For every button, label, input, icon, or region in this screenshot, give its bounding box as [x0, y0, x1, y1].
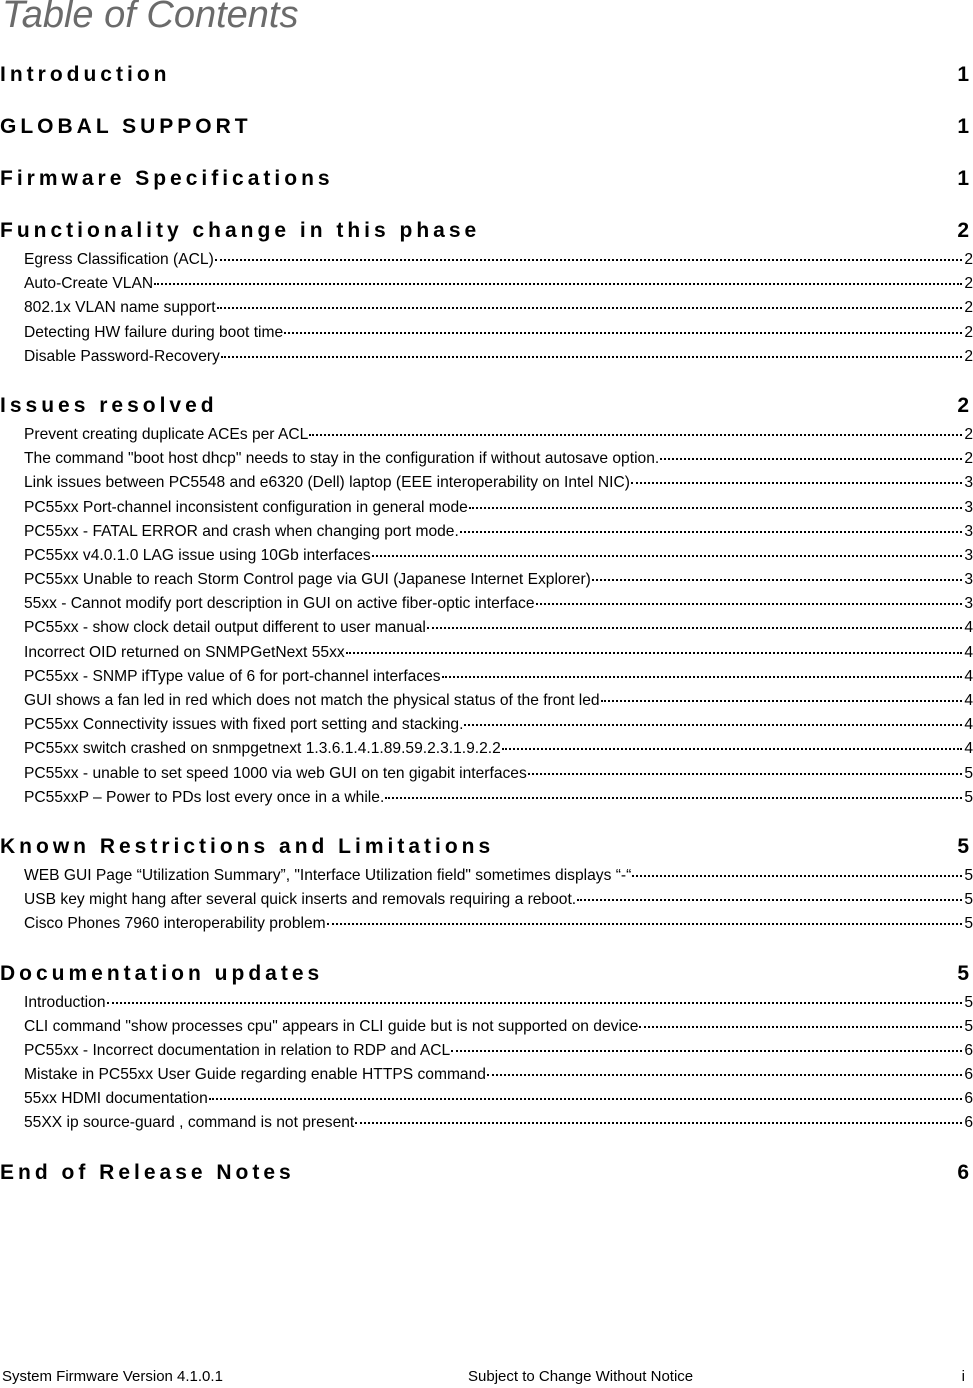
toc-section-page: 5	[957, 961, 969, 985]
footer-version: System Firmware Version 4.1.0.1	[2, 1368, 223, 1385]
dot-leader	[528, 772, 962, 775]
toc-entry-page: 5	[964, 764, 973, 782]
toc-entry-page: 3	[964, 546, 973, 564]
toc-section-page: 1	[957, 167, 969, 190]
dot-leader	[451, 1049, 962, 1052]
toc-entry-page: 4	[964, 716, 973, 734]
toc-entry-page: 3	[964, 571, 973, 589]
toc-entry-title: PC55xx switch crashed on snmpgetnext 1.3.6.1.4.1.89.59.2.3.1.9.2.2	[24, 740, 501, 758]
toc-entry-title: Disable Password-Recovery	[24, 347, 220, 365]
toc-entry-title: PC55xx - FATAL ERROR and crash when changing port mode.	[24, 522, 459, 540]
dot-leader	[469, 506, 962, 509]
page-footer	[0, 1368, 973, 1388]
toc-entry-title: PC55xx - SNMP ifType value of 6 for port-channel interfaces	[24, 667, 441, 685]
toc-entry-title: USB key might hang after several quick inserts and removals requiring a reboot.	[24, 891, 577, 909]
toc-section-heading[interactable]	[0, 167, 973, 197]
toc-entry-page: 5	[964, 788, 973, 806]
toc-section-title: Functionality change in this phase	[0, 219, 481, 242]
toc-section-heading[interactable]	[0, 219, 973, 249]
dot-leader	[427, 626, 962, 629]
toc-entry[interactable]	[0, 426, 973, 450]
dot-leader	[536, 602, 963, 605]
toc-entry-title: 55xx - Cannot modify port description in GUI on active fiber-optic interface	[24, 595, 535, 613]
toc-entry-title: Incorrect OID returned on SNMPGetNext 55xx	[24, 643, 345, 661]
toc-entry-list	[0, 251, 973, 372]
toc-entry[interactable]	[0, 644, 973, 668]
toc-entry-page: 2	[964, 450, 973, 468]
toc-entry-title: CLI command "show processes cpu" appears in CLI guide but is not supported on device	[24, 1017, 639, 1035]
dot-leader	[154, 282, 962, 285]
toc-entry-page: 4	[964, 619, 973, 637]
toc-section-title: Known Restrictions and Limitations	[0, 834, 495, 858]
dot-leader	[355, 1121, 962, 1124]
dot-leader	[502, 747, 962, 750]
toc-entry-list	[0, 867, 973, 940]
dot-leader	[639, 1025, 962, 1028]
toc-entry-page: 4	[964, 643, 973, 661]
toc-entry[interactable]	[0, 867, 973, 891]
toc-entry-page: 5	[964, 1017, 973, 1035]
toc-entry-list	[0, 426, 973, 813]
toc-entry[interactable]	[0, 474, 973, 498]
toc-section-title: GLOBAL SUPPORT	[0, 115, 252, 138]
dot-leader	[385, 796, 962, 799]
toc-entry[interactable]	[0, 595, 973, 619]
toc-entry-page: 5	[964, 891, 973, 909]
toc-entry-title: PC55xx v4.0.1.0 LAG issue using 10Gb interfaces	[24, 546, 371, 564]
dot-leader	[217, 306, 962, 309]
toc-entry-page: 2	[964, 299, 973, 317]
toc-section-page: 1	[957, 115, 969, 138]
toc-section-heading[interactable]	[0, 394, 973, 424]
toc-entry[interactable]	[0, 915, 973, 939]
toc-entry[interactable]	[0, 692, 973, 716]
toc-entry-page: 4	[964, 667, 973, 685]
toc-entry[interactable]	[0, 1018, 973, 1042]
dot-leader	[460, 530, 962, 533]
dot-leader	[632, 874, 962, 877]
toc-entry[interactable]	[0, 891, 973, 915]
toc-entry-title: Auto-Create VLAN	[24, 275, 154, 293]
toc-entry[interactable]	[0, 571, 973, 595]
toc-section-page: 2	[957, 219, 969, 242]
toc-entry-title: Mistake in PC55xx User Guide regarding enable HTTPS command	[24, 1066, 486, 1084]
dot-leader	[221, 355, 962, 358]
toc-entry[interactable]	[0, 1114, 973, 1138]
toc-entry[interactable]	[0, 299, 973, 323]
dot-leader	[284, 331, 962, 334]
toc-entry-page: 2	[964, 251, 973, 268]
toc-entry-page: 5	[964, 866, 973, 884]
toc-entry-page: 3	[964, 595, 973, 613]
toc-entry-page: 5	[964, 915, 973, 933]
toc-entry-page: 6	[964, 1114, 973, 1132]
dot-leader	[215, 258, 962, 261]
toc-entry-title: PC55xxP – Power to PDs lost every once in a while.	[24, 788, 385, 806]
toc-entry[interactable]	[0, 740, 973, 764]
toc-entry[interactable]	[0, 1066, 973, 1090]
toc-entry-title: 55XX ip source-guard , command is not present	[24, 1114, 355, 1132]
toc-section-title: Introduction	[0, 63, 171, 86]
dot-leader	[577, 898, 962, 901]
toc-entry-list	[0, 994, 973, 1139]
toc-entry[interactable]	[0, 547, 973, 571]
toc-entry[interactable]	[0, 523, 973, 547]
dot-leader	[107, 1001, 963, 1004]
toc-entry[interactable]	[0, 716, 973, 740]
dot-leader	[487, 1073, 962, 1076]
toc-entry[interactable]	[0, 789, 973, 813]
dot-leader	[309, 433, 962, 436]
toc-entry-page: 6	[964, 1090, 973, 1108]
toc-entry-page: 5	[964, 993, 973, 1011]
toc-entry-page: 2	[964, 347, 973, 365]
dot-leader	[346, 651, 962, 654]
toc-entry-page: 3	[964, 474, 973, 492]
page-title: Table of Contents	[2, 0, 299, 36]
toc-section-page: 5	[957, 834, 969, 858]
toc-entry[interactable]	[0, 450, 973, 474]
toc-entry[interactable]	[0, 994, 973, 1018]
toc-entry-title: Cisco Phones 7960 interoperability problem	[24, 915, 326, 933]
toc-section-page: 6	[957, 1160, 969, 1184]
toc-entry[interactable]	[0, 324, 973, 348]
toc-entry[interactable]	[0, 1090, 973, 1114]
toc-entry[interactable]	[0, 619, 973, 643]
dot-leader	[631, 481, 962, 484]
dot-leader	[464, 723, 962, 726]
toc-entry-page: 6	[964, 1066, 973, 1084]
toc-section-heading[interactable]	[0, 962, 973, 992]
dot-leader	[660, 457, 962, 460]
toc-entry-title: PC55xx Connectivity issues with fixed port setting and stacking.	[24, 716, 464, 734]
toc-section-page: 2	[957, 393, 969, 417]
toc-entry-title: 802.1x VLAN name support	[24, 299, 216, 317]
toc-entry-title: Egress Classification (ACL)	[24, 251, 214, 268]
toc-section-heading[interactable]	[0, 115, 973, 145]
toc-section-heading[interactable]	[0, 1161, 973, 1191]
toc-entry-title: PC55xx - show clock detail output different to user manual	[24, 619, 426, 637]
toc-entry-page: 6	[964, 1041, 973, 1059]
toc-entry-title: 55xx HDMI documentation	[24, 1090, 208, 1108]
toc-entry-title: Prevent creating duplicate ACEs per ACL	[24, 425, 309, 443]
toc-section-page: 1	[957, 63, 969, 86]
footer-page-number: i	[961, 1368, 965, 1385]
toc-entry-page: 4	[964, 692, 973, 709]
toc-entry-title: WEB GUI Page “Utilization Summary”, "Interface Utilization field" sometimes displays “-“	[24, 866, 632, 884]
dot-leader	[592, 578, 962, 581]
table-of-contents	[0, 63, 973, 1191]
toc-entry-page: 2	[964, 323, 973, 341]
toc-entry[interactable]	[0, 1042, 973, 1066]
toc-section-title: End of Release Notes	[0, 1160, 295, 1184]
toc-section-title: Firmware Specifications	[0, 167, 334, 190]
toc-entry[interactable]	[0, 668, 973, 692]
toc-entry[interactable]	[0, 275, 973, 299]
footer-notice: Subject to Change Without Notice	[468, 1368, 694, 1385]
toc-entry-title: Introduction	[24, 993, 106, 1011]
toc-entry-title: PC55xx - unable to set speed 1000 via web GUI on ten gigabit interfaces	[24, 764, 527, 782]
dot-leader	[327, 922, 962, 925]
dot-leader	[601, 699, 962, 702]
toc-section-title: Documentation updates	[0, 961, 324, 985]
dot-leader	[442, 675, 962, 678]
toc-entry-title: The command "boot host dhcp" needs to stay in the configuration if without autosave option.	[24, 450, 660, 468]
toc-entry-title: GUI shows a fan led in red which does not match the physical status of the front led	[24, 692, 600, 709]
toc-section-heading[interactable]	[0, 835, 973, 865]
toc-entry[interactable]	[0, 251, 973, 275]
toc-entry-title: PC55xx Port-channel inconsistent configuration in general mode	[24, 498, 468, 516]
toc-entry-page: 2	[964, 425, 973, 443]
dot-leader	[372, 554, 962, 557]
toc-entry-page: 3	[964, 522, 973, 540]
toc-entry-title: PC55xx Unable to reach Storm Control page via GUI (Japanese Internet Explorer)	[24, 571, 591, 589]
toc-entry-title: Link issues between PC5548 and e6320 (Dell) laptop (EEE interoperability on Intel NIC)	[24, 474, 630, 492]
toc-entry-page: 3	[964, 498, 973, 516]
dot-leader	[209, 1097, 962, 1100]
toc-entry-title: Detecting HW failure during boot time	[24, 323, 284, 341]
toc-entry[interactable]	[0, 348, 973, 372]
toc-entry-page: 2	[964, 275, 973, 293]
toc-section-title: Issues resolved	[0, 393, 218, 417]
toc-entry-page: 4	[964, 740, 973, 758]
toc-entry-title: PC55xx - Incorrect documentation in relation to RDP and ACL	[24, 1041, 451, 1059]
toc-entry[interactable]	[0, 499, 973, 523]
toc-entry[interactable]	[0, 765, 973, 789]
toc-section-heading[interactable]	[0, 63, 973, 93]
